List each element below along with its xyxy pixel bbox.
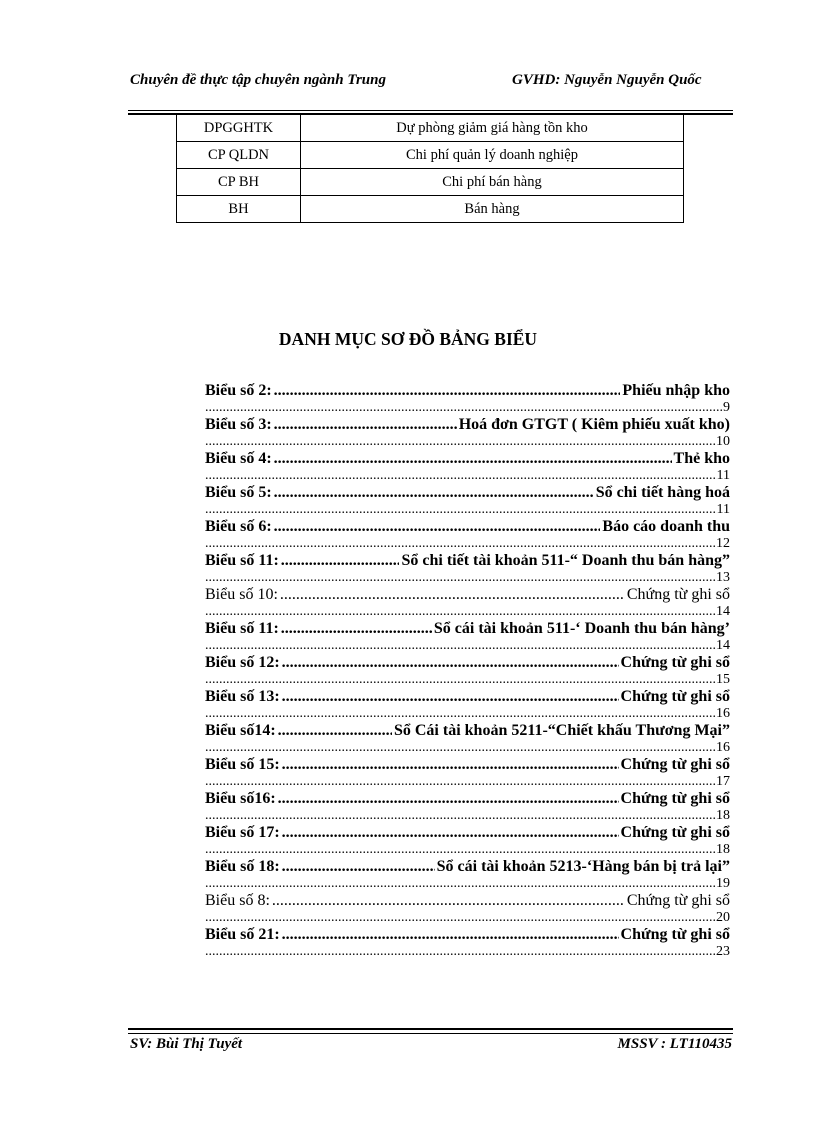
toc-leader bbox=[278, 720, 392, 741]
toc-leader bbox=[205, 639, 716, 652]
toc-entry[interactable] bbox=[205, 380, 730, 414]
toc-leader bbox=[205, 571, 716, 584]
abbr-meaning: Dự phòng giảm giá hàng tồn kho bbox=[301, 115, 684, 142]
toc-page: 16 bbox=[716, 706, 730, 721]
toc-leader bbox=[205, 469, 717, 482]
toc-leader bbox=[281, 550, 400, 571]
toc-leader bbox=[282, 686, 619, 707]
toc-entry-title: Sổ chi tiết hàng hoá bbox=[595, 484, 730, 501]
toc-leader bbox=[205, 537, 716, 550]
abbr-meaning: Chi phí bán hàng bbox=[301, 169, 684, 196]
toc-page: 20 bbox=[716, 910, 730, 925]
toc-leader bbox=[282, 924, 619, 945]
toc-page: 15 bbox=[716, 672, 730, 687]
toc-leader bbox=[205, 435, 716, 448]
toc-page: 16 bbox=[716, 740, 730, 755]
toc-page: 9 bbox=[723, 400, 730, 415]
toc-label: Biểu số16: bbox=[205, 790, 276, 807]
toc-page: 18 bbox=[716, 808, 730, 823]
footer-rule-thick bbox=[128, 1028, 733, 1030]
footer-left: SV: Bùi Thị Tuyết bbox=[130, 1036, 243, 1052]
toc-entry-title: Sổ cái tài khoản 511-‘ Doanh thu bán hàng’ bbox=[433, 620, 730, 637]
toc-entry[interactable] bbox=[205, 652, 730, 686]
toc-page: 11 bbox=[716, 468, 730, 483]
toc-leader bbox=[274, 482, 594, 503]
toc-entry-title: Thẻ kho bbox=[673, 450, 730, 467]
abbr-code: CP QLDN bbox=[177, 142, 301, 169]
toc-label: Biểu số 12: bbox=[205, 654, 280, 671]
toc-list bbox=[205, 380, 730, 958]
toc-entry-title: Chứng từ ghi sổ bbox=[620, 688, 730, 705]
toc-leader bbox=[282, 856, 435, 877]
toc-entry[interactable] bbox=[205, 890, 730, 924]
toc-page: 10 bbox=[716, 434, 730, 449]
toc-leader bbox=[281, 618, 432, 639]
toc-label: Biểu số 4: bbox=[205, 450, 272, 467]
toc-entry[interactable] bbox=[205, 856, 730, 890]
toc-label: Biểu số 18: bbox=[205, 858, 280, 875]
toc-leader bbox=[274, 448, 672, 469]
toc-label: Biểu số 10: bbox=[205, 586, 278, 603]
toc-leader bbox=[205, 401, 723, 414]
toc-label: Biểu số 11: bbox=[205, 620, 279, 637]
toc-entry-title: Chứng từ ghi sổ bbox=[620, 654, 730, 671]
toc-entry[interactable] bbox=[205, 754, 730, 788]
toc-entry-title: Chứng từ ghi sổ bbox=[620, 926, 730, 943]
toc-label: Biểu số 5: bbox=[205, 484, 272, 501]
toc-label: Biểu số 6: bbox=[205, 518, 272, 535]
toc-page: 12 bbox=[716, 536, 730, 551]
abbreviation-table bbox=[176, 114, 684, 223]
toc-page: 17 bbox=[716, 774, 730, 789]
abbr-meaning: Bán hàng bbox=[301, 196, 684, 223]
toc-label: Biểu số 17: bbox=[205, 824, 280, 841]
toc-page: 23 bbox=[716, 944, 730, 959]
toc-label: Biểu số 15: bbox=[205, 756, 280, 773]
table-row bbox=[177, 169, 684, 196]
toc-leader bbox=[205, 605, 716, 618]
toc-leader bbox=[205, 843, 716, 856]
toc-entry[interactable] bbox=[205, 686, 730, 720]
toc-leader bbox=[274, 380, 621, 401]
toc-entry-title: Sổ Cái tài khoản 5211-“Chiết khấu Thương Mại” bbox=[393, 722, 730, 739]
toc-leader bbox=[280, 584, 625, 605]
toc-leader bbox=[205, 945, 716, 958]
abbr-code: BH bbox=[177, 196, 301, 223]
toc-leader bbox=[282, 754, 619, 775]
toc-entry[interactable] bbox=[205, 448, 730, 482]
toc-leader bbox=[205, 673, 716, 686]
toc-page: 19 bbox=[716, 876, 730, 891]
abbr-code: DPGGHTK bbox=[177, 115, 301, 142]
toc-label: Biểu số14: bbox=[205, 722, 276, 739]
toc-entry[interactable] bbox=[205, 584, 730, 618]
abbr-code: CP BH bbox=[177, 169, 301, 196]
toc-entry-title: Chứng từ ghi sổ bbox=[620, 756, 730, 773]
toc-entry-title: Chứng từ ghi sổ bbox=[620, 824, 730, 841]
toc-entry[interactable] bbox=[205, 550, 730, 584]
table-row bbox=[177, 196, 684, 223]
toc-entry-title: Hoá đơn GTGT ( Kiêm phiếu xuất kho) bbox=[458, 416, 730, 433]
toc-leader bbox=[205, 809, 716, 822]
toc-leader bbox=[205, 503, 717, 516]
toc-entry-title: Sổ cái tài khoản 5213-‘Hàng bán bị trả lại” bbox=[436, 858, 730, 875]
toc-entry[interactable] bbox=[205, 924, 730, 958]
toc-leader bbox=[205, 877, 716, 890]
toc-label: Biểu số 2: bbox=[205, 382, 272, 399]
toc-entry[interactable] bbox=[205, 788, 730, 822]
toc-entry[interactable] bbox=[205, 482, 730, 516]
toc-leader bbox=[272, 890, 625, 911]
toc-entry-title: Phiếu nhập kho bbox=[622, 382, 730, 399]
toc-label: Biểu số 8: bbox=[205, 892, 270, 909]
toc-page: 18 bbox=[716, 842, 730, 857]
toc-entry-title: Sổ chi tiết tài khoản 511-“ Doanh thu bán hàng” bbox=[401, 552, 730, 569]
toc-entry-title: Chứng từ ghi sổ bbox=[626, 586, 730, 603]
toc-title: DANH MỤC SƠ ĐỒ BẢNG BIỂU bbox=[278, 329, 538, 349]
toc-label: Biểu số 11: bbox=[205, 552, 279, 569]
table-row bbox=[177, 115, 684, 142]
table-row bbox=[177, 142, 684, 169]
toc-page: 14 bbox=[716, 638, 730, 653]
toc-label: Biểu số 13: bbox=[205, 688, 280, 705]
toc-leader bbox=[205, 775, 716, 788]
header-rule-thin bbox=[128, 110, 733, 111]
toc-page: 11 bbox=[716, 502, 730, 517]
toc-leader bbox=[205, 741, 716, 754]
footer-rule-thin bbox=[128, 1033, 733, 1034]
toc-leader bbox=[282, 822, 619, 843]
toc-leader bbox=[282, 652, 619, 673]
toc-entry[interactable] bbox=[205, 618, 730, 652]
toc-entry-title: Chứng từ ghi sổ bbox=[626, 892, 730, 909]
header-right: GVHD: Nguyễn Nguyễn Quốc bbox=[512, 72, 702, 88]
toc-entry-title: Báo cáo doanh thu bbox=[602, 518, 730, 535]
toc-entry[interactable] bbox=[205, 822, 730, 856]
toc-leader bbox=[274, 414, 457, 435]
toc-entry-title: Chứng từ ghi sổ bbox=[620, 790, 730, 807]
toc-leader bbox=[278, 788, 619, 809]
toc-leader bbox=[274, 516, 601, 537]
toc-entry[interactable] bbox=[205, 720, 730, 754]
footer-right: MSSV : LT110435 bbox=[617, 1036, 732, 1052]
toc-leader bbox=[205, 707, 716, 720]
toc-label: Biểu số 21: bbox=[205, 926, 280, 943]
toc-leader bbox=[205, 911, 716, 924]
toc-entry[interactable] bbox=[205, 516, 730, 550]
toc-page: 14 bbox=[716, 604, 730, 619]
abbr-meaning: Chi phí quản lý doanh nghiệp bbox=[301, 142, 684, 169]
header-left: Chuyên đề thực tập chuyên ngành Trung bbox=[130, 72, 386, 88]
toc-page: 13 bbox=[716, 570, 730, 585]
toc-label: Biểu số 3: bbox=[205, 416, 272, 433]
toc-entry[interactable] bbox=[205, 414, 730, 448]
